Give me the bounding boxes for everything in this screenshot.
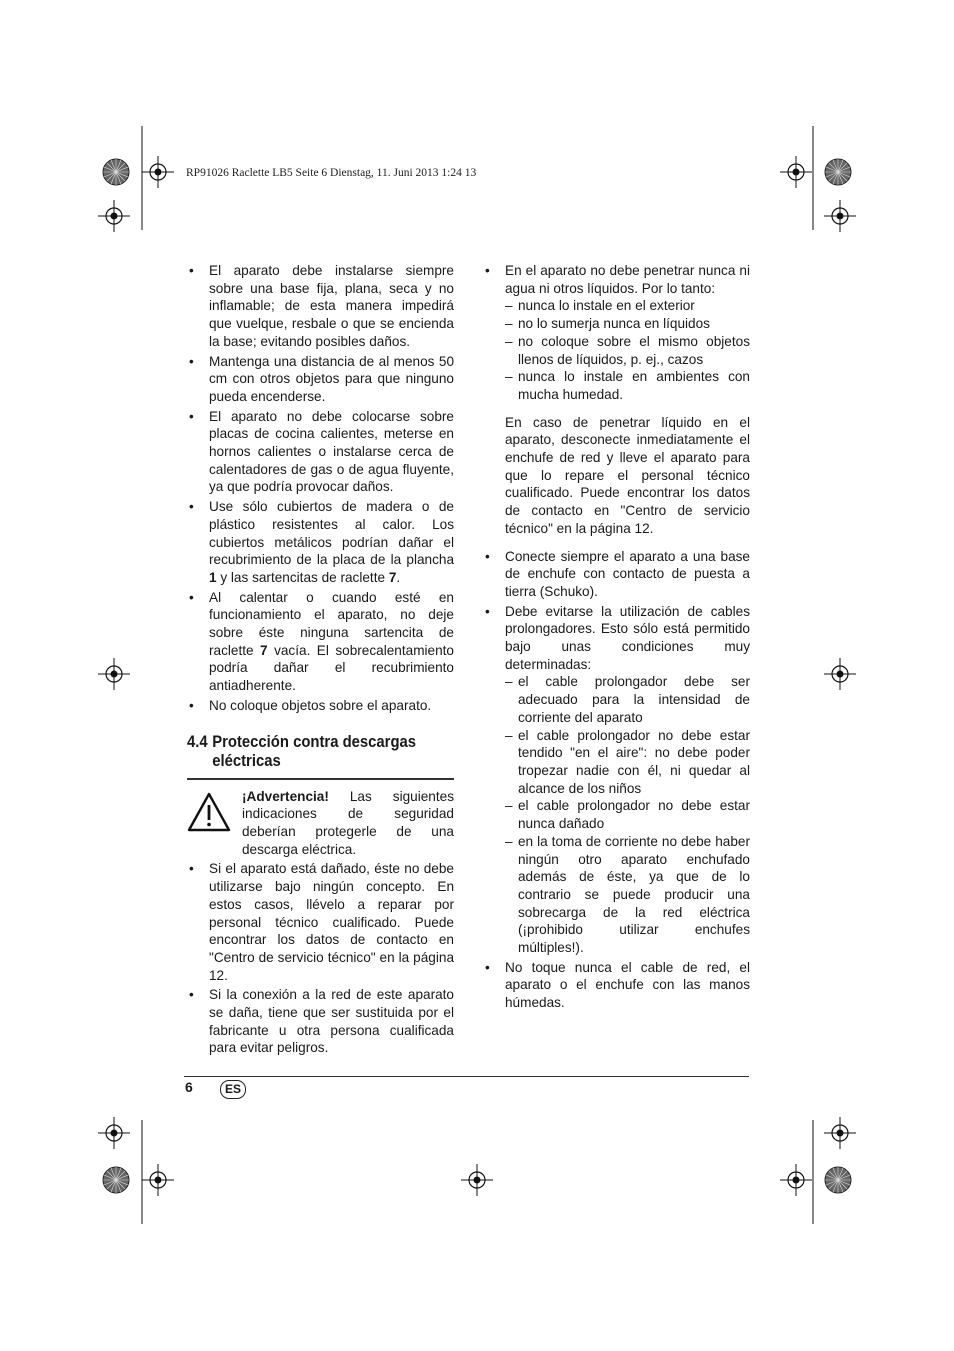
registration-mark-icon [142,1164,174,1196]
registration-mark-icon [780,156,812,188]
list-item-cutlery: • Use sólo cubiertos de madera o de plástico resistentes al calor. Los cubiertos metálicos podrían dañar el recubrimiento de la placa de la plancha 1 y las sartencitas de raclette 7. [187,498,454,587]
color-wheel-icon [825,1167,851,1193]
registration-mark-icon [142,156,174,188]
warning-label: ¡Advertencia! [242,788,329,804]
sub-list-item: – en la toma de corriente no debe haber ningún otro aparato enchufado además de éste, ya que de lo contrario se puede producir una sobrecarga de la red eléctrica (¡prohibido utilizar enchufes múltiples!). [505,833,750,957]
list-item-extension: • Debe evitarse la utilización de cables prolongadores. Esto sólo está permitido bajo unas condiciones muy determinadas: – el cable prolongador debe ser adecuado para la intensidad de corriente del aparato – el cable prolongador no debe estar tendido "en el aire": no debe poder tropezar nadie con él, ni quedar al alcance de los niños – el cable prolongador no debe estar nunca dañado – en la toma de corriente no debe haber ningún otro aparato enchufado además de éste, ya que de lo contrario se puede producir una sobrecarga de la red eléctrica (¡prohibido utilizar enchufes múltiples!). [483,603,750,957]
list-item: • Si el aparato está dañado, éste no debe utilizarse bajo ningún concepto. En estos casos, llévelo a reparar por personal técnico cualificado. Puede encontrar los datos de contacto en "Centro de servicio técnico" en la página 12. [187,860,454,984]
registration-mark-icon [824,200,856,232]
sub-list-item: – no coloque sobre el mismo objetos llenos de líquidos, p. ej., cazos [505,333,750,368]
safety-list-top [187,262,454,715]
part-reference: 7 [260,642,268,658]
footer-divider [184,1076,749,1077]
sub-list [505,673,750,956]
list-item: • Conecte siempre el aparato a una base de enchufe con contacto de puesta a tierra (Schuko). [483,548,750,601]
sub-list-item: – el cable prolongador debe ser adecuado para la intensidad de corriente del aparato [505,673,750,726]
registration-mark-icon [98,200,130,232]
section-number: 4.4 [187,732,208,751]
language-badge: ES [220,1080,246,1099]
color-wheel-icon [103,1167,129,1193]
sub-list [505,297,750,403]
sub-list-item: – nunca lo instale en el exterior [505,297,750,315]
list-item: • El aparato no debe colocarse sobre placas de cocina calientes, meterse en hornos calientes o instalarse cerca de calentadores de gas o de agua fluyente, ya que podría provocar daños. [187,408,454,497]
registration-mark-icon [780,1164,812,1196]
warning-notice: ¡Advertencia! Las siguientes indicaciones de seguridad deberían protegerle de una descarga eléctrica. [187,788,454,859]
left-column [187,262,454,1059]
list-item-liquids: • En el aparato no debe penetrar nunca ni agua ni otros líquidos. Por lo tanto: – nunca lo instale en el exterior – no lo sumerja nunca en líquidos – no coloque sobre el mismo objetos llenos de líquidos, p. ej., cazos – nunca lo instale en ambientes con mucha humedad. En caso de penetrar líquido en el aparato, desconecte inmediatamente el enchufe de red y lleve el aparato para que lo repare el personal técnico cualificado. Puede encontrar los datos de contacto en "Centro de servicio técnico" en la página 12. [483,262,750,538]
safety-list-right [483,262,750,1012]
sub-list-item: – no lo sumerja nunca en líquidos [505,315,750,333]
paragraph: En caso de penetrar líquido en el aparato, desconecte inmediatamente el enchufe de red y lleve el aparato para que lo repare el personal técnico cualificado. Puede encontrar los datos de contacto en "Centro de servicio técnico" en la página 12. [505,414,750,536]
section-divider [187,778,454,780]
registration-mark-icon [98,1117,130,1149]
registration-mark-icon [98,658,130,690]
sub-list-item: – el cable prolongador no debe estar nunca dañado [505,797,750,832]
list-item: • No coloque objetos sobre el aparato. [187,697,454,715]
sub-list-item: – nunca lo instale en ambientes con mucha humedad. [505,368,750,403]
page-number: 6 [185,1079,193,1095]
list-item: • Mantenga una distancia de al menos 50 cm con otros objetos para que ninguno pueda encenderse. [187,353,454,406]
print-header: RP91026 Raclette LB5 Seite 6 Dienstag, 11. Juni 2013 1:24 13 [186,167,477,179]
warning-triangle-icon [187,792,231,832]
right-column [483,262,750,1014]
registration-mark-icon [461,1164,493,1196]
sub-list-item: – el cable prolongador no debe estar tendido "en el aire": no debe poder tropezar nadie con él, ni quedar al alcance de los niños [505,727,750,798]
registration-mark-icon [824,658,856,690]
part-reference: 7 [388,569,397,585]
list-item: • Si la conexión a la red de este aparato se daña, tiene que ser sustituida por el fabricante u otra persona cualificada para evitar peligros. [187,986,454,1057]
safety-list-bottom [187,860,454,1057]
color-wheel-icon [103,159,129,185]
list-item-heating: • Al calentar o cuando esté en funcionamiento el aparato, no deje sobre éste ninguna sartencita de raclette 7 vacía. El sobrecalentamiento podría dañar el recubrimiento antiadherente. [187,589,454,695]
section-title: 4.4 Protección contra descargas eléctricas [187,732,417,770]
part-reference: 1 [209,569,217,585]
registration-mark-icon [824,1117,856,1149]
list-item: • El aparato debe instalarse siempre sobre una base fija, plana, seca y no inflamable; de esta manera impedirá que vuelque, resbale o que se encienda la base; evitando posibles daños. [187,262,454,351]
color-wheel-icon [825,159,851,185]
list-item: • No toque nunca el cable de red, el aparato o el enchufe con las manos húmedas. [483,959,750,1012]
